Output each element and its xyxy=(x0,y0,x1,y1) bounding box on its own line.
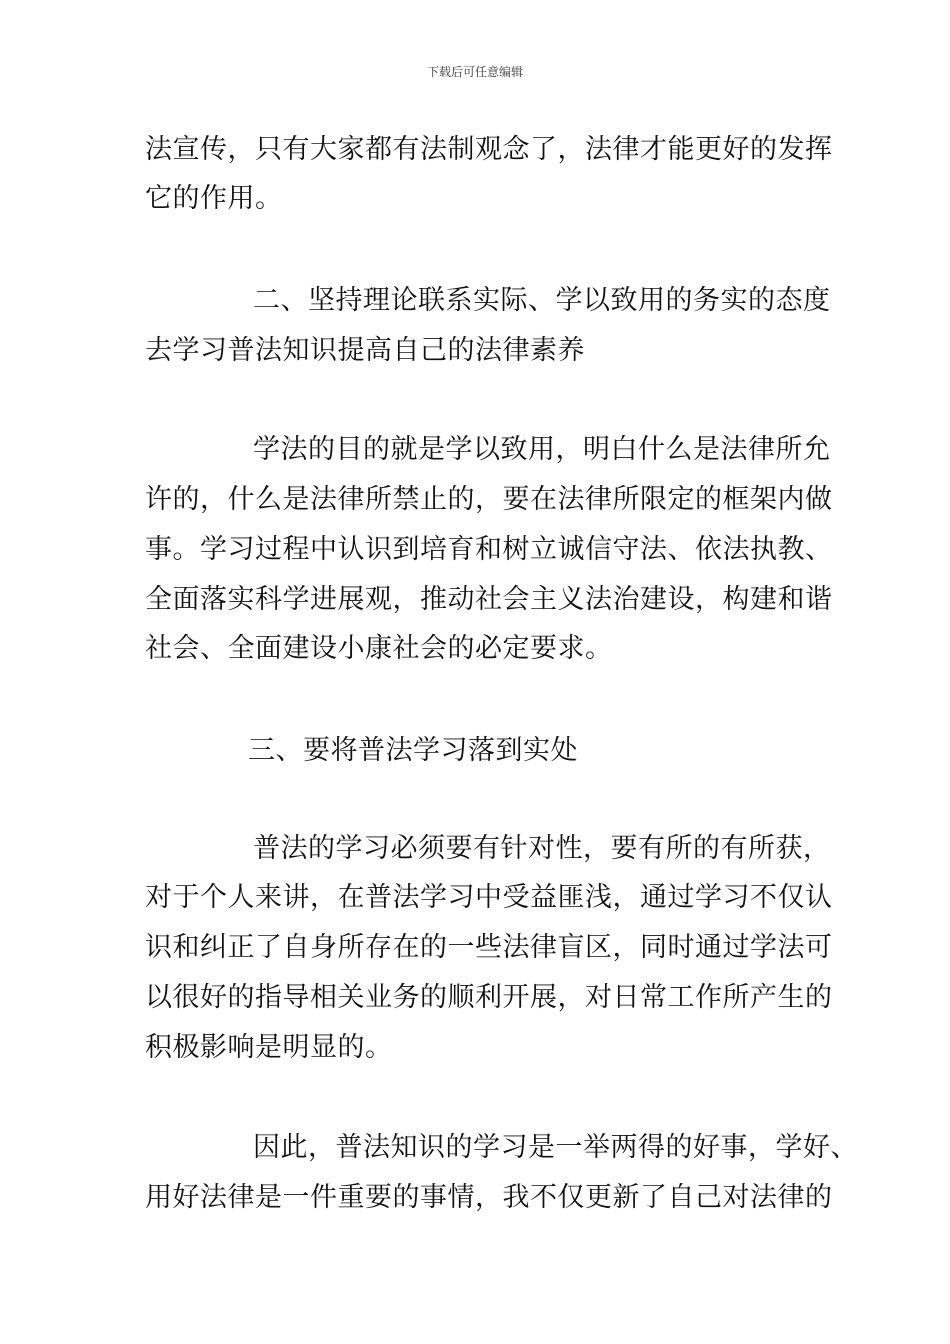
heading-line: 二、坚持理论联系实际、学以致用的务实的态度 xyxy=(253,285,831,316)
page-header: 下载后可任意编辑 xyxy=(426,65,523,79)
text-line: 对于个人来讲，在普法学习中受益匪浅，通过学习不仅认 xyxy=(145,882,833,913)
text-line: 学法的目的就是学以致用，明白什么是法律所允 xyxy=(253,434,831,465)
text-line: 识和纠正了自身所存在的一些法律盲区，同时通过学法可 xyxy=(145,932,833,963)
heading-line: 三、要将普法学习落到实处 xyxy=(248,735,578,766)
text-line: 事。学习过程中认识到培育和树立诚信守法、依法执教、 xyxy=(145,534,833,565)
text-line: 它的作用。 xyxy=(145,183,283,214)
heading-line: 去学习普法知识提高自己的法律素养 xyxy=(145,335,585,366)
text-line: 用好法律是一件重要的事情，我不仅更新了自己对法律的 xyxy=(145,1182,833,1213)
text-line: 法宣传，只有大家都有法制观念了，法律才能更好的发挥 xyxy=(145,134,833,165)
text-line: 因此，普法知识的学习是一举两得的好事，学好、 xyxy=(253,1132,858,1163)
text-line: 以很好的指导相关业务的顺利开展，对日常工作所产生的 xyxy=(145,982,833,1013)
text-line: 普法的学习必须要有针对性，要有所的有所获， xyxy=(253,833,831,864)
text-line: 社会、全面建设小康社会的必定要求。 xyxy=(145,633,613,664)
text-line: 积极影响是明显的。 xyxy=(145,1032,393,1063)
text-line: 全面落实科学进展观，推动社会主义法治建设，构建和谐 xyxy=(145,584,833,615)
text-line: 许的，什么是法律所禁止的，要在法律所限定的框架内做 xyxy=(145,484,833,515)
